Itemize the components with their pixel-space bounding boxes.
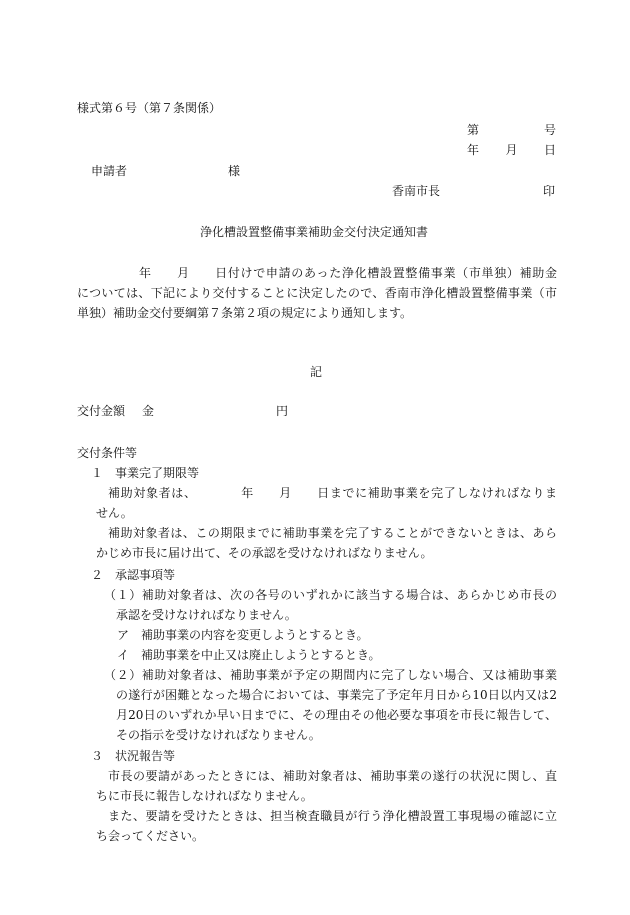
ki-heading: 記 bbox=[310, 365, 323, 379]
issuer-name: 香南市長 bbox=[392, 184, 441, 198]
amount-prefix: 金 bbox=[142, 404, 155, 418]
section-2-item-1-line-1: （１）補助対象者は、次の各号のいずれかに該当する場合は、あらかじめ市長の bbox=[104, 588, 557, 602]
section-3-title: ３ 状況報告等 bbox=[91, 749, 176, 763]
document-date: 年 月 日 bbox=[467, 143, 556, 157]
section-3-para-2-line-1: また、要請を受けたときは、担当検査職員が行う浄化槽設置工事現場の確認に立 bbox=[108, 809, 557, 823]
section-2-sub-a: ア 補助事業の内容を変更しようとするとき。 bbox=[117, 628, 369, 642]
section-2-title: ２ 承認事項等 bbox=[91, 568, 176, 582]
document-title: 浄化槽設置整備事業補助金交付決定通知書 bbox=[200, 225, 429, 239]
recipient-honorific: 様 bbox=[228, 164, 241, 178]
section-1-para-1-line-2: せん。 bbox=[96, 506, 133, 520]
intro-line-2: については、下記により交付することに決定したので、香南市浄化槽設置整備事業（市 bbox=[77, 286, 557, 300]
section-3-para-1-line-2: ちに市長に報告しなければなりません。 bbox=[96, 789, 313, 803]
intro-line-1: 年 月 日付けで申請のあった浄化槽設置整備事業（市単独）補助金 bbox=[139, 266, 557, 280]
section-1-para-1-line-1: 補助対象者は、 年 月 日までに補助事業を完了しなければなりま bbox=[108, 486, 557, 500]
section-2-item-1-line-2: 承認を受けなければなりません。 bbox=[116, 608, 297, 622]
section-2-item-2-line-1: （２）補助対象者は、補助事業が予定の期間内に完了しない場合、又は補助事業 bbox=[104, 668, 557, 682]
intro-line-3: 単独）補助金交付要綱第７条第２項の規定により通知します。 bbox=[77, 306, 413, 320]
section-2-sub-i: イ 補助事業を中止又は廃止しようとするとき。 bbox=[117, 648, 381, 662]
recipient-label: 申請者 bbox=[91, 164, 128, 178]
section-1-para-2-line-2: かじめ市長に届け出て、その承認を受けなければなりません。 bbox=[96, 546, 433, 560]
document-number: 第 号 bbox=[467, 123, 556, 137]
section-2-item-2-line-2: の遂行が困難となった場合においては、事業完了予定年月日から10日以内又は2 bbox=[116, 688, 557, 702]
section-3-para-2-line-2: ち会ってください。 bbox=[96, 829, 205, 843]
issuer-seal: 印 bbox=[543, 184, 556, 198]
conditions-heading: 交付条件等 bbox=[77, 446, 138, 460]
section-1-para-2-line-1: 補助対象者は、この期限までに補助事業を完了することができないときは、あら bbox=[108, 526, 557, 540]
form-label: 様式第６号（第７条関係） bbox=[77, 101, 222, 115]
amount-unit: 円 bbox=[276, 404, 289, 418]
section-2-item-2-line-3: 月20日のいずれか早い日までに、その理由その他必要な事項を市長に報告して、 bbox=[116, 708, 557, 722]
section-2-item-2-line-4: その指示を受けなければなりません。 bbox=[116, 728, 321, 742]
section-3-para-1-line-1: 市長の要請があったときには、補助対象者は、補助事業の遂行の状況に関し、直 bbox=[108, 769, 557, 783]
section-1-title: １ 事業完了期限等 bbox=[91, 466, 200, 480]
amount-label: 交付金額 bbox=[77, 404, 126, 418]
